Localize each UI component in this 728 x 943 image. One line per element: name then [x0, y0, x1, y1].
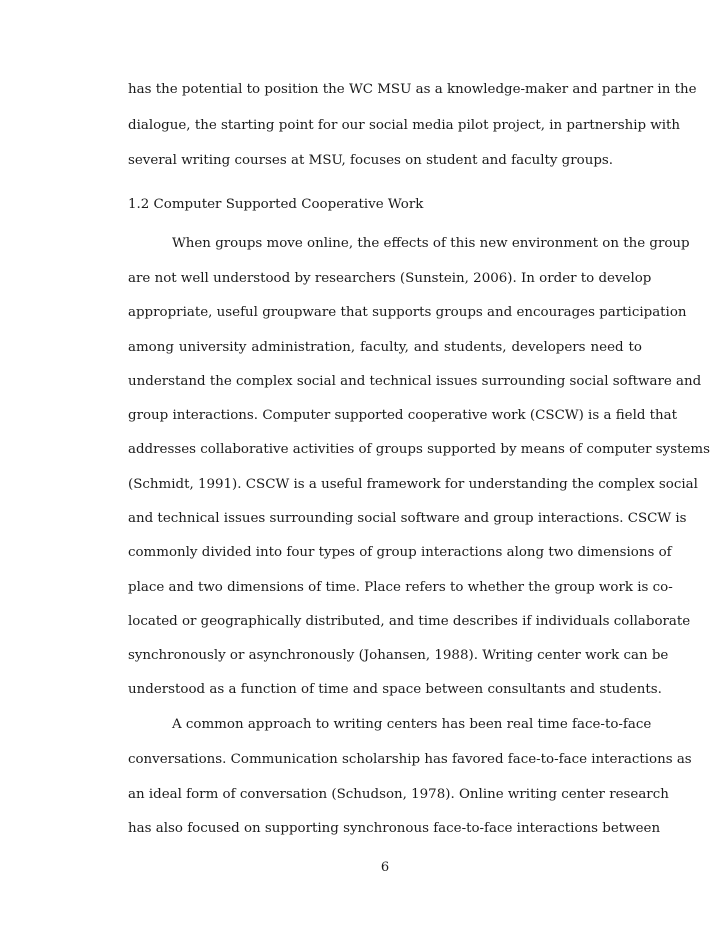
body-text-line: among university administration, faculty, and students, developers need to	[128, 340, 642, 355]
body-text-line: are not well understood by researchers (Sunstein, 2006). In order to develop	[128, 271, 652, 286]
body-text-line: (Schmidt, 1991). CSCW is a useful framework for understanding the complex social	[128, 477, 698, 492]
body-text-line: A common approach to writing centers has been real time face-to-face	[172, 717, 652, 732]
page-number: 6	[380, 860, 390, 875]
body-text-line: has the potential to position the WC MSU as a knowledge-maker and partner in the	[128, 82, 697, 97]
body-text-line: synchronously or asynchronously (Johansen, 1988). Writing center work can be	[128, 648, 669, 663]
body-text-line: understand the complex social and technical issues surrounding social software and	[128, 374, 702, 389]
body-text-line: located or geographically distributed, and time describes if individuals collaborate	[128, 614, 691, 629]
body-text-line: conversations. Communication scholarship has favored face-to-face interactions as	[128, 752, 692, 767]
body-text-line: When groups move online, the effects of this new environment on the group	[172, 236, 690, 251]
body-text-line: an ideal form of conversation (Schudson, 1978). Online writing center research	[128, 787, 669, 802]
body-text-line: group interactions. Computer supported cooperative work (CSCW) is a field that	[128, 408, 678, 423]
body-text-line: several writing courses at MSU, focuses on student and faculty groups.	[128, 153, 614, 168]
section-heading: 1.2 Computer Supported Cooperative Work	[128, 197, 424, 212]
body-text-line: addresses collaborative activities of groups supported by means of computer systems	[128, 442, 710, 457]
body-text-line: has also focused on supporting synchronous face-to-face interactions between	[128, 821, 661, 836]
body-text-line: dialogue, the starting point for our social media pilot project, in partnership with	[128, 118, 681, 133]
body-text-line: and technical issues surrounding social software and group interactions. CSCW is	[128, 511, 687, 526]
body-text-line: commonly divided into four types of group interactions along two dimensions of	[128, 545, 672, 560]
body-text-line: appropriate, useful groupware that supports groups and encourages participation	[128, 305, 687, 320]
body-text-line: understood as a function of time and space between consultants and students.	[128, 682, 662, 697]
body-text-line: place and two dimensions of time. Place refers to whether the group work is co-	[128, 580, 673, 595]
